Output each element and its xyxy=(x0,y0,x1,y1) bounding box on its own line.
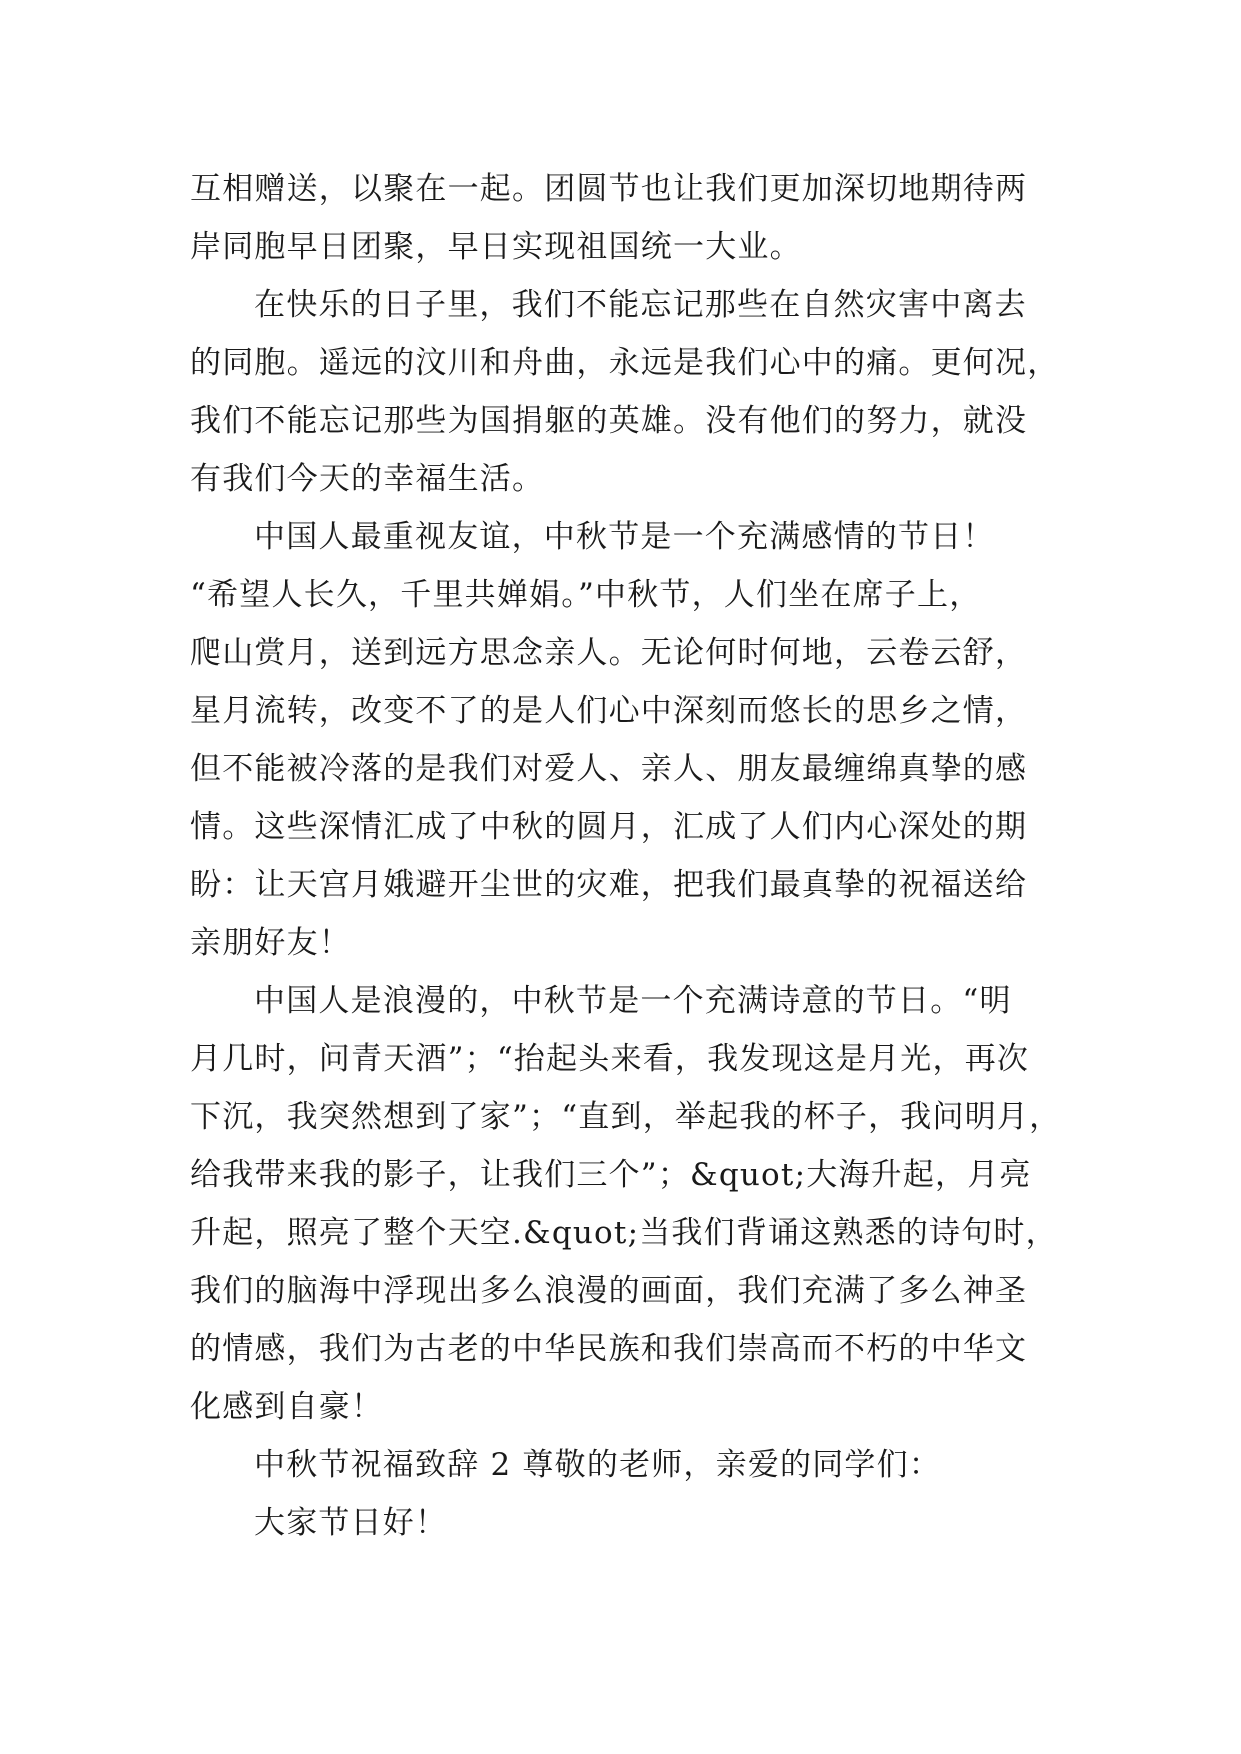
text-line: 互相赠送，以聚在一起。团圆节也让我们更加深切地期待两 xyxy=(190,171,1028,207)
text-line: 我们的脑海中浮现出多么浪漫的画面，我们充满了多么神圣 xyxy=(190,1273,1028,1309)
text-line: 中国人最重视友谊，中秋节是一个充满感情的节日！ xyxy=(254,519,995,555)
paragraph-2 xyxy=(190,276,1060,508)
text-line: 给我带来我的影子，让我们三个”；&quot;大海升起，月亮 xyxy=(190,1157,1032,1193)
text-line: 亲朋好友！ xyxy=(190,925,351,961)
text-line: 爬山赏月，送到远方思念亲人。无论何时何地，云卷云舒， xyxy=(190,635,1028,671)
text-line: 中国人是浪漫的，中秋节是一个充满诗意的节日。“明 xyxy=(254,983,1012,1019)
text-line: 月几时，问青天酒”；“抬起头来看，我发现这是月光，再次 xyxy=(190,1041,1030,1077)
text-line: 的同胞。遥远的汶川和舟曲，永远是我们心中的痛。更何况， xyxy=(190,345,1060,381)
text-line: 盼：让天宫月娥避开尘世的灾难，把我们最真挚的祝福送给 xyxy=(190,867,1028,903)
paragraph-1 xyxy=(190,160,1060,276)
text-line: 大家节日好！ xyxy=(254,1505,448,1541)
text-line: “希望人长久，千里共婵娟。”中秋节，人们坐在席子上， xyxy=(190,577,982,613)
text-line: 中秋节祝福致辞 2 尊敬的老师，亲爱的同学们： xyxy=(254,1447,942,1483)
paragraph-5 xyxy=(190,1436,1060,1494)
text-line: 星月流转，改变不了的是人们心中深刻而悠长的思乡之情， xyxy=(190,693,1028,729)
text-line: 升起，照亮了整个天空.&quot;当我们背诵这熟悉的诗句时， xyxy=(190,1215,1058,1251)
text-line: 的情感，我们为古老的中华民族和我们崇高而不朽的中华文 xyxy=(190,1331,1028,1367)
text-line: 岸同胞早日团聚，早日实现祖国统一大业。 xyxy=(190,229,802,265)
text-line: 在快乐的日子里，我们不能忘记那些在自然灾害中离去 xyxy=(254,287,1027,323)
paragraph-4 xyxy=(190,972,1060,1436)
text-line: 化感到自豪！ xyxy=(190,1389,384,1425)
text-line: 有我们今天的幸福生活。 xyxy=(190,461,545,497)
text-line: 但不能被冷落的是我们对爱人、亲人、朋友最缠绵真挚的感 xyxy=(190,751,1028,787)
text-line: 情。这些深情汇成了中秋的圆月，汇成了人们内心深处的期 xyxy=(190,809,1028,845)
paragraph-6 xyxy=(190,1494,1060,1552)
paragraph-3 xyxy=(190,508,1060,972)
document-body xyxy=(190,160,1060,1552)
text-line: 下沉，我突然想到了家”；“直到，举起我的杯子，我问明月， xyxy=(190,1099,1062,1135)
text-line: 我们不能忘记那些为国捐躯的英雄。没有他们的努力，就没 xyxy=(190,403,1028,439)
